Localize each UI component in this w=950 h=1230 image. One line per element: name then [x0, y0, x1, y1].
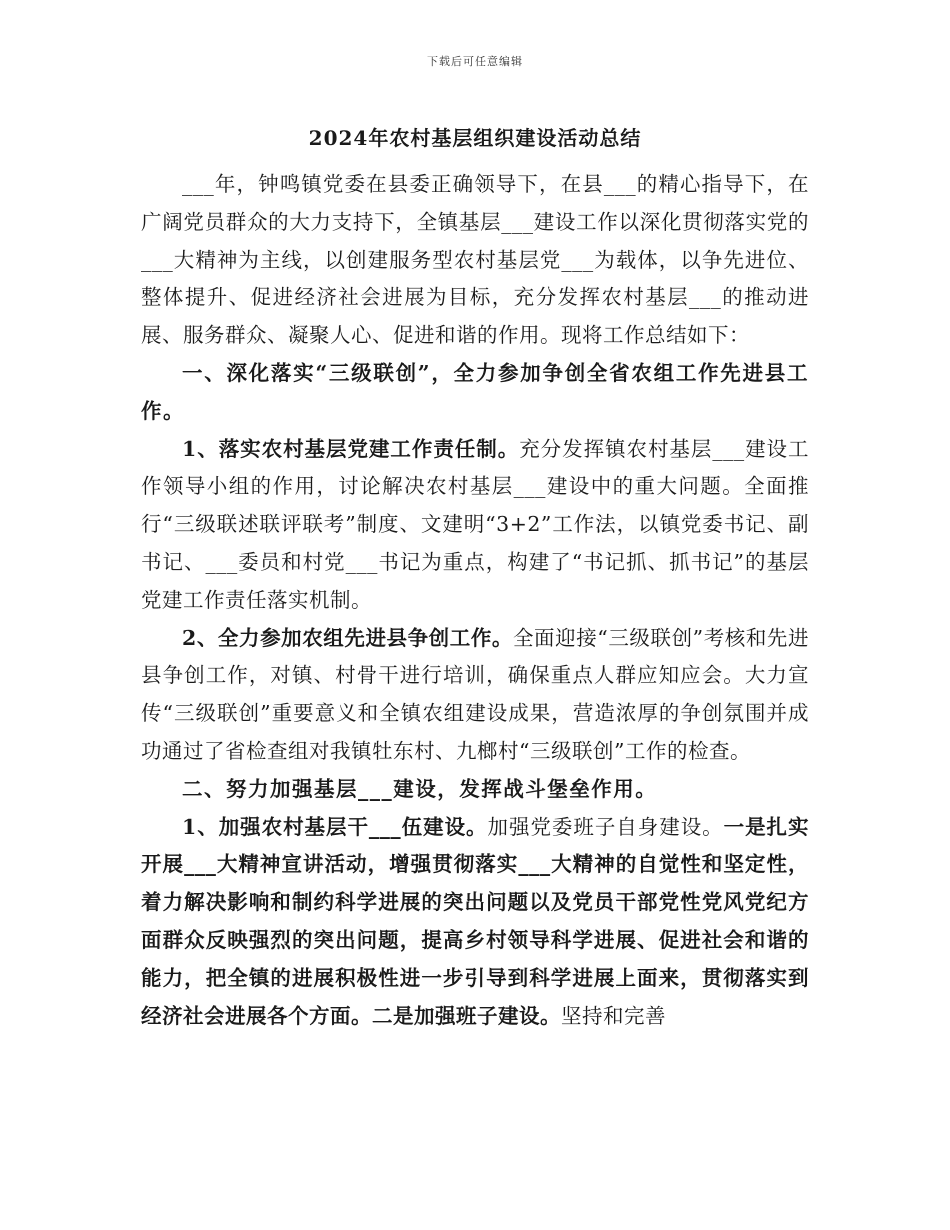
- item-bold-body: 一是扎实开展___大精神宣讲活动，增强贯彻落实___大精神的自觉性和坚定性，着力解决影响和制约科学进展的突出问题以及党员干部党性党风党纪方面群众反映强烈的突出问题，提高乡村领导科学进展、促进社会和谐的能力，把全镇的进展积极性进一步引导到科学进展上面来，贯彻落实到经济社会进展各个方面。二是加强班子建设。: [141, 814, 810, 1028]
- document-body: [141, 166, 809, 1035]
- item-body: 加强党委班子自身建设。: [487, 814, 724, 839]
- section-1-item-1: [141, 431, 809, 620]
- section-2-heading: 二、努力加强基层___建设，发挥战斗堡垒作用。: [182, 776, 658, 801]
- item-body-tail: 坚持和完善: [561, 1003, 666, 1028]
- page-header-note: 下载后可任意编辑: [427, 55, 523, 68]
- item-lead: 1、加强农村基层干___伍建设。: [182, 814, 488, 839]
- section-1-heading: 一、深化落实“三级联创”，全力参加争创全省农组工作先进县工作。: [141, 360, 809, 423]
- item-lead: 1、落实农村基层党建工作责任制。: [182, 436, 520, 461]
- intro-paragraph: ___年，钟鸣镇党委在县委正确领导下，在县___的精心指导下，在广阔党员群众的大力支持下，全镇基层___建设工作以深化贯彻落实党的___大精神为主线，以创建服务型农村基层党___为载体，以争先进位、整体提升、促进经济社会进展为目标，充分发挥农村基层___的推动进展、服务群众、凝聚人心、促进和谐的作用。现将工作总结如下：: [141, 172, 809, 348]
- document-title: 2024年农村基层组织建设活动总结: [308, 126, 642, 150]
- section-1-item-2: [141, 620, 809, 771]
- item-body: 充分发挥镇农村基层___建设工作领导小组的作用，讨论解决农村基层___建设中的重大问题。全面推行“三级联述联评联考”制度、文建明“3+2”工作法，以镇党委书记、副书记、___委员和村党___书记为重点，构建了“书记抓、抓书记”的基层党建工作责任落实机制。: [141, 436, 810, 612]
- item-lead: 2、全力参加农组先进县争创工作。: [182, 625, 513, 650]
- section-2-item-1: [141, 809, 809, 1036]
- item-body: 全面迎接“三级联创”考核和先进县争创工作，对镇、村骨干进行培训，确保重点人群应知应会。大力宣传“三级联创”重要意义和全镇农组建设成果，营造浓厚的争创氛围并成功通过了省检查组对我镇牡东村、九榔村“三级联创”工作的检查。: [141, 625, 810, 763]
